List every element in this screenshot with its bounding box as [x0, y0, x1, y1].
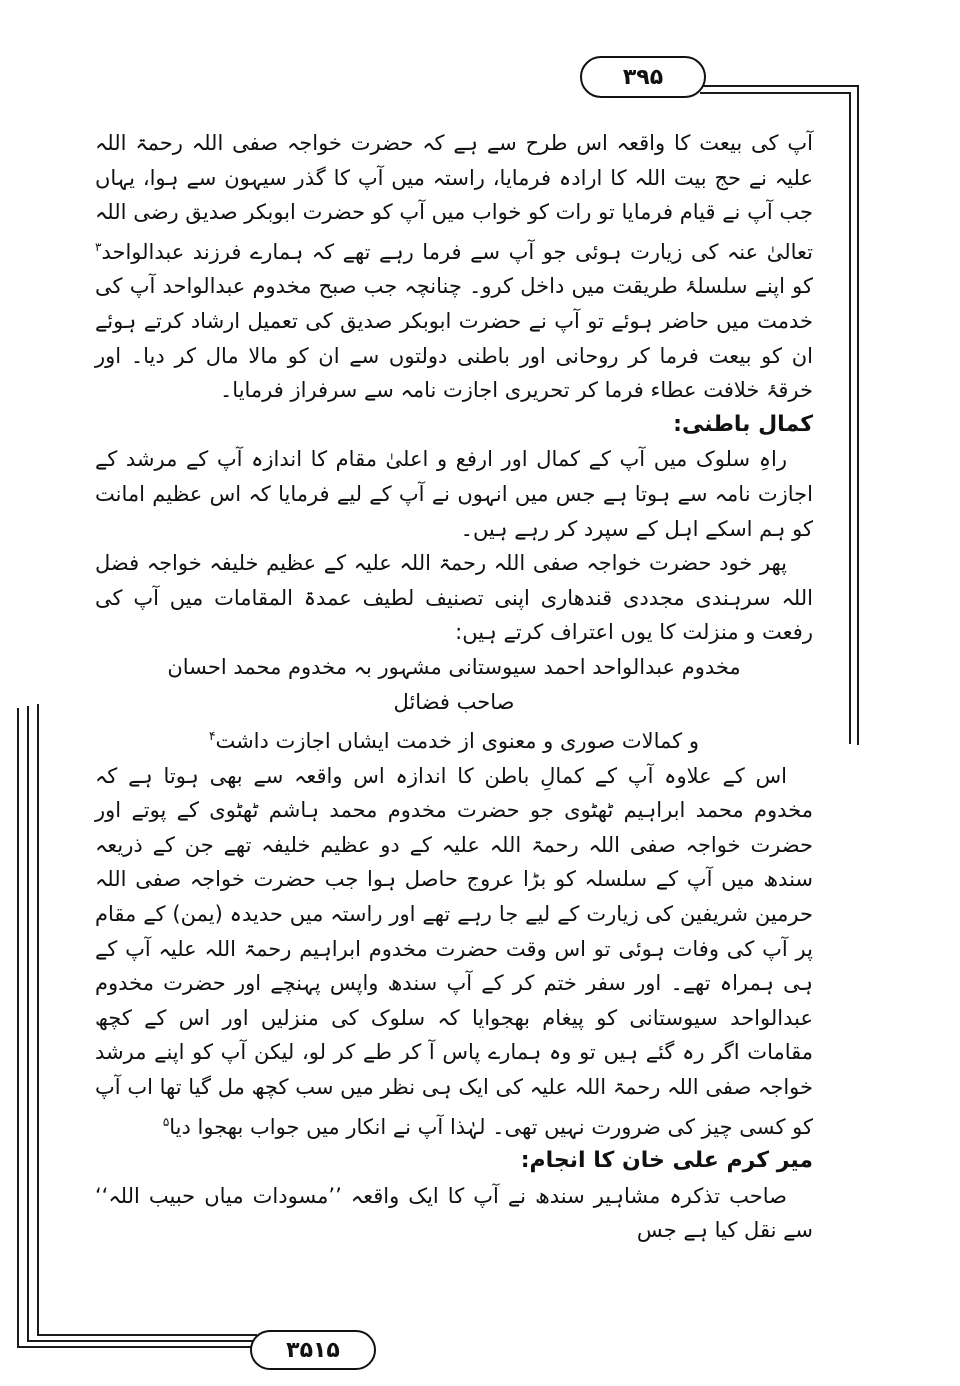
footnote-marker-5: ۵ [162, 1114, 170, 1129]
page-number-header [580, 56, 706, 98]
page-body [95, 126, 813, 1248]
paragraph-1 [95, 126, 813, 408]
frame-top-line [700, 85, 859, 87]
frame-bottom-inner-line [27, 1340, 257, 1342]
page-number-footer-text: ۳۵۱۵ [286, 1337, 340, 1363]
paragraph-4 [95, 759, 813, 1145]
frame-right-inner-line [849, 92, 851, 744]
frame-bottom-inner-line-2 [37, 1334, 257, 1336]
persian-quote-line-2 [95, 719, 813, 759]
footnote-marker-4: ۴ [209, 729, 216, 744]
persian-quote-line-1: مخدوم عبدالواحد احمد سیوستانی مشہور بہ مخدوم محمد احسان صاحب فضائل [167, 654, 741, 714]
paragraph-3: پھر خود حضرت خواجہ صفی اللہ رحمۃ اللہ علیہ کے عظیم خلیفہ خواجہ فضل اللہ سرہندی مجددی قندھاری اپنی تصنیف لطیف عمدۃ المقامات میں آپ کی رفعت و منزلت کا یوں اعتراف کرتے ہیں: [95, 551, 813, 645]
paragraph-1-text: آپ کی بیعت کا واقعہ اس طرح سے ہے کہ حضرت خواجہ صفی اللہ رحمۃ اللہ علیہ نے حج بیت اللہ کا ارادہ فرمایا، راستہ میں آپ کا گذر سیہون سے ہوا، یہاں جب آپ نے قیام فرمایا تو رات کو خواب میں آپ کو حضرت ابوبکر صدیق رضی اللہ تعالیٰ عنہ کی زیارت ہوئی جو آپ سے فرما رہے تھے کہ ہمارے فرزند عبدالواحد [95, 131, 813, 264]
footnote-marker-3: ۳ [95, 239, 102, 254]
persian-quote-line-2-text: و کمالات صوری و معنوی از خدمت ایشاں اجازت داشت [215, 729, 699, 754]
frame-bottom-line [17, 1346, 257, 1348]
frame-left-inner-line-2 [37, 704, 39, 1334]
frame-top-inner-line [700, 92, 851, 94]
paragraph-5: صاحب تذکرہ مشاہیر سندھ نے آپ کا ایک واقعہ ’’مسودات میاں حبیب اللہ‘‘ سے نقل کیا ہے جس [95, 1183, 813, 1243]
frame-right-outer-line [857, 85, 859, 745]
page-number-footer [250, 1330, 376, 1370]
frame-left-inner-line [27, 706, 29, 1342]
heading-mir-karam-ali: میر کرم علی خان کا انجام: [520, 1148, 813, 1174]
frame-left-outer-line [17, 708, 19, 1348]
heading-kamal-batni: کمال باطنی: [673, 411, 813, 437]
paragraph-4-text: اس کے علاوہ آپ کے کمالِ باطن کا اندازہ اس واقعہ سے بھی ہوتا ہے کہ مخدوم محمد ابراہیم ٹھٹوی جو حضرت مخدوم محمد ہاشم ٹھٹوی کے پوتے اور حضرت خواجہ صفی اللہ رحمۃ اللہ علیہ کے دو عظیم خلیفہ تھے جن کے ذریعہ سندھ میں آپ کے سلسلہ کو بڑا عروج حاصل ہوا جب حضرت خواجہ صفی اللہ حرمین شریفین کی زیارت کے لیے جا رہے تھے اور راستہ میں حدیدہ (یمن) کے مقام پر آپ کی وفات ہوئی تو اس وقت حضرت مخدوم ابراہیم رحمۃ اللہ علیہ آپ کے ہی ہمراہ تھے۔ اور سفر ختم کر کے آپ سندھ واپس پہنچے اور حضرت مخدوم عبدالواحد سیوستانی کو پیغام بھجوایا کہ سلوک کی منزلیں اور اس کے کچھ مقامات اگر رہ گئے ہیں تو وہ ہمارے پاس آ کر طے کر لو، لیکن آپ کو اپنے مرشد خواجہ صفی اللہ رحمۃ اللہ علیہ کی ایک ہی نظر میں سب کچھ مل گیا تھا اب آپ کو کسی چیز کی ضرورت نہیں تھی۔ لہٰذا آپ نے انکار میں جواب بھجوا دیا [95, 763, 813, 1139]
paragraph-1-text-continued: کو اپنے سلسلۂ طریقت میں داخل کرو۔ چنانچہ جب صبح مخدوم عبدالواحد آپ کی خدمت میں حاضر ہوئے تو آپ نے حضرت ابوبکر صدیق کی تعمیل ارشاد کرتے ہوئے ان کو بیعت فرما کر روحانی اور باطنی دولتوں سے ان کو مالا مال کر دیا۔ اور خرقۂ خلافت عطاء فرما کر تحریری اجازت نامہ سے سرفراز فرمایا۔ [95, 274, 813, 403]
page-number-header-text: ۳۹۵ [622, 64, 664, 90]
paragraph-2: راہِ سلوک میں آپ کے کمال اور ارفع و اعلیٰ مقام کا اندازہ آپ کے مرشد کے اجازت نامہ سے ہوتا ہے جس میں انہوں نے آپ کے لیے فرمایا کہ اس عظیم امانت کو ہم اسکے اہل کے سپرد کر رہے ہیں۔ [95, 447, 813, 541]
